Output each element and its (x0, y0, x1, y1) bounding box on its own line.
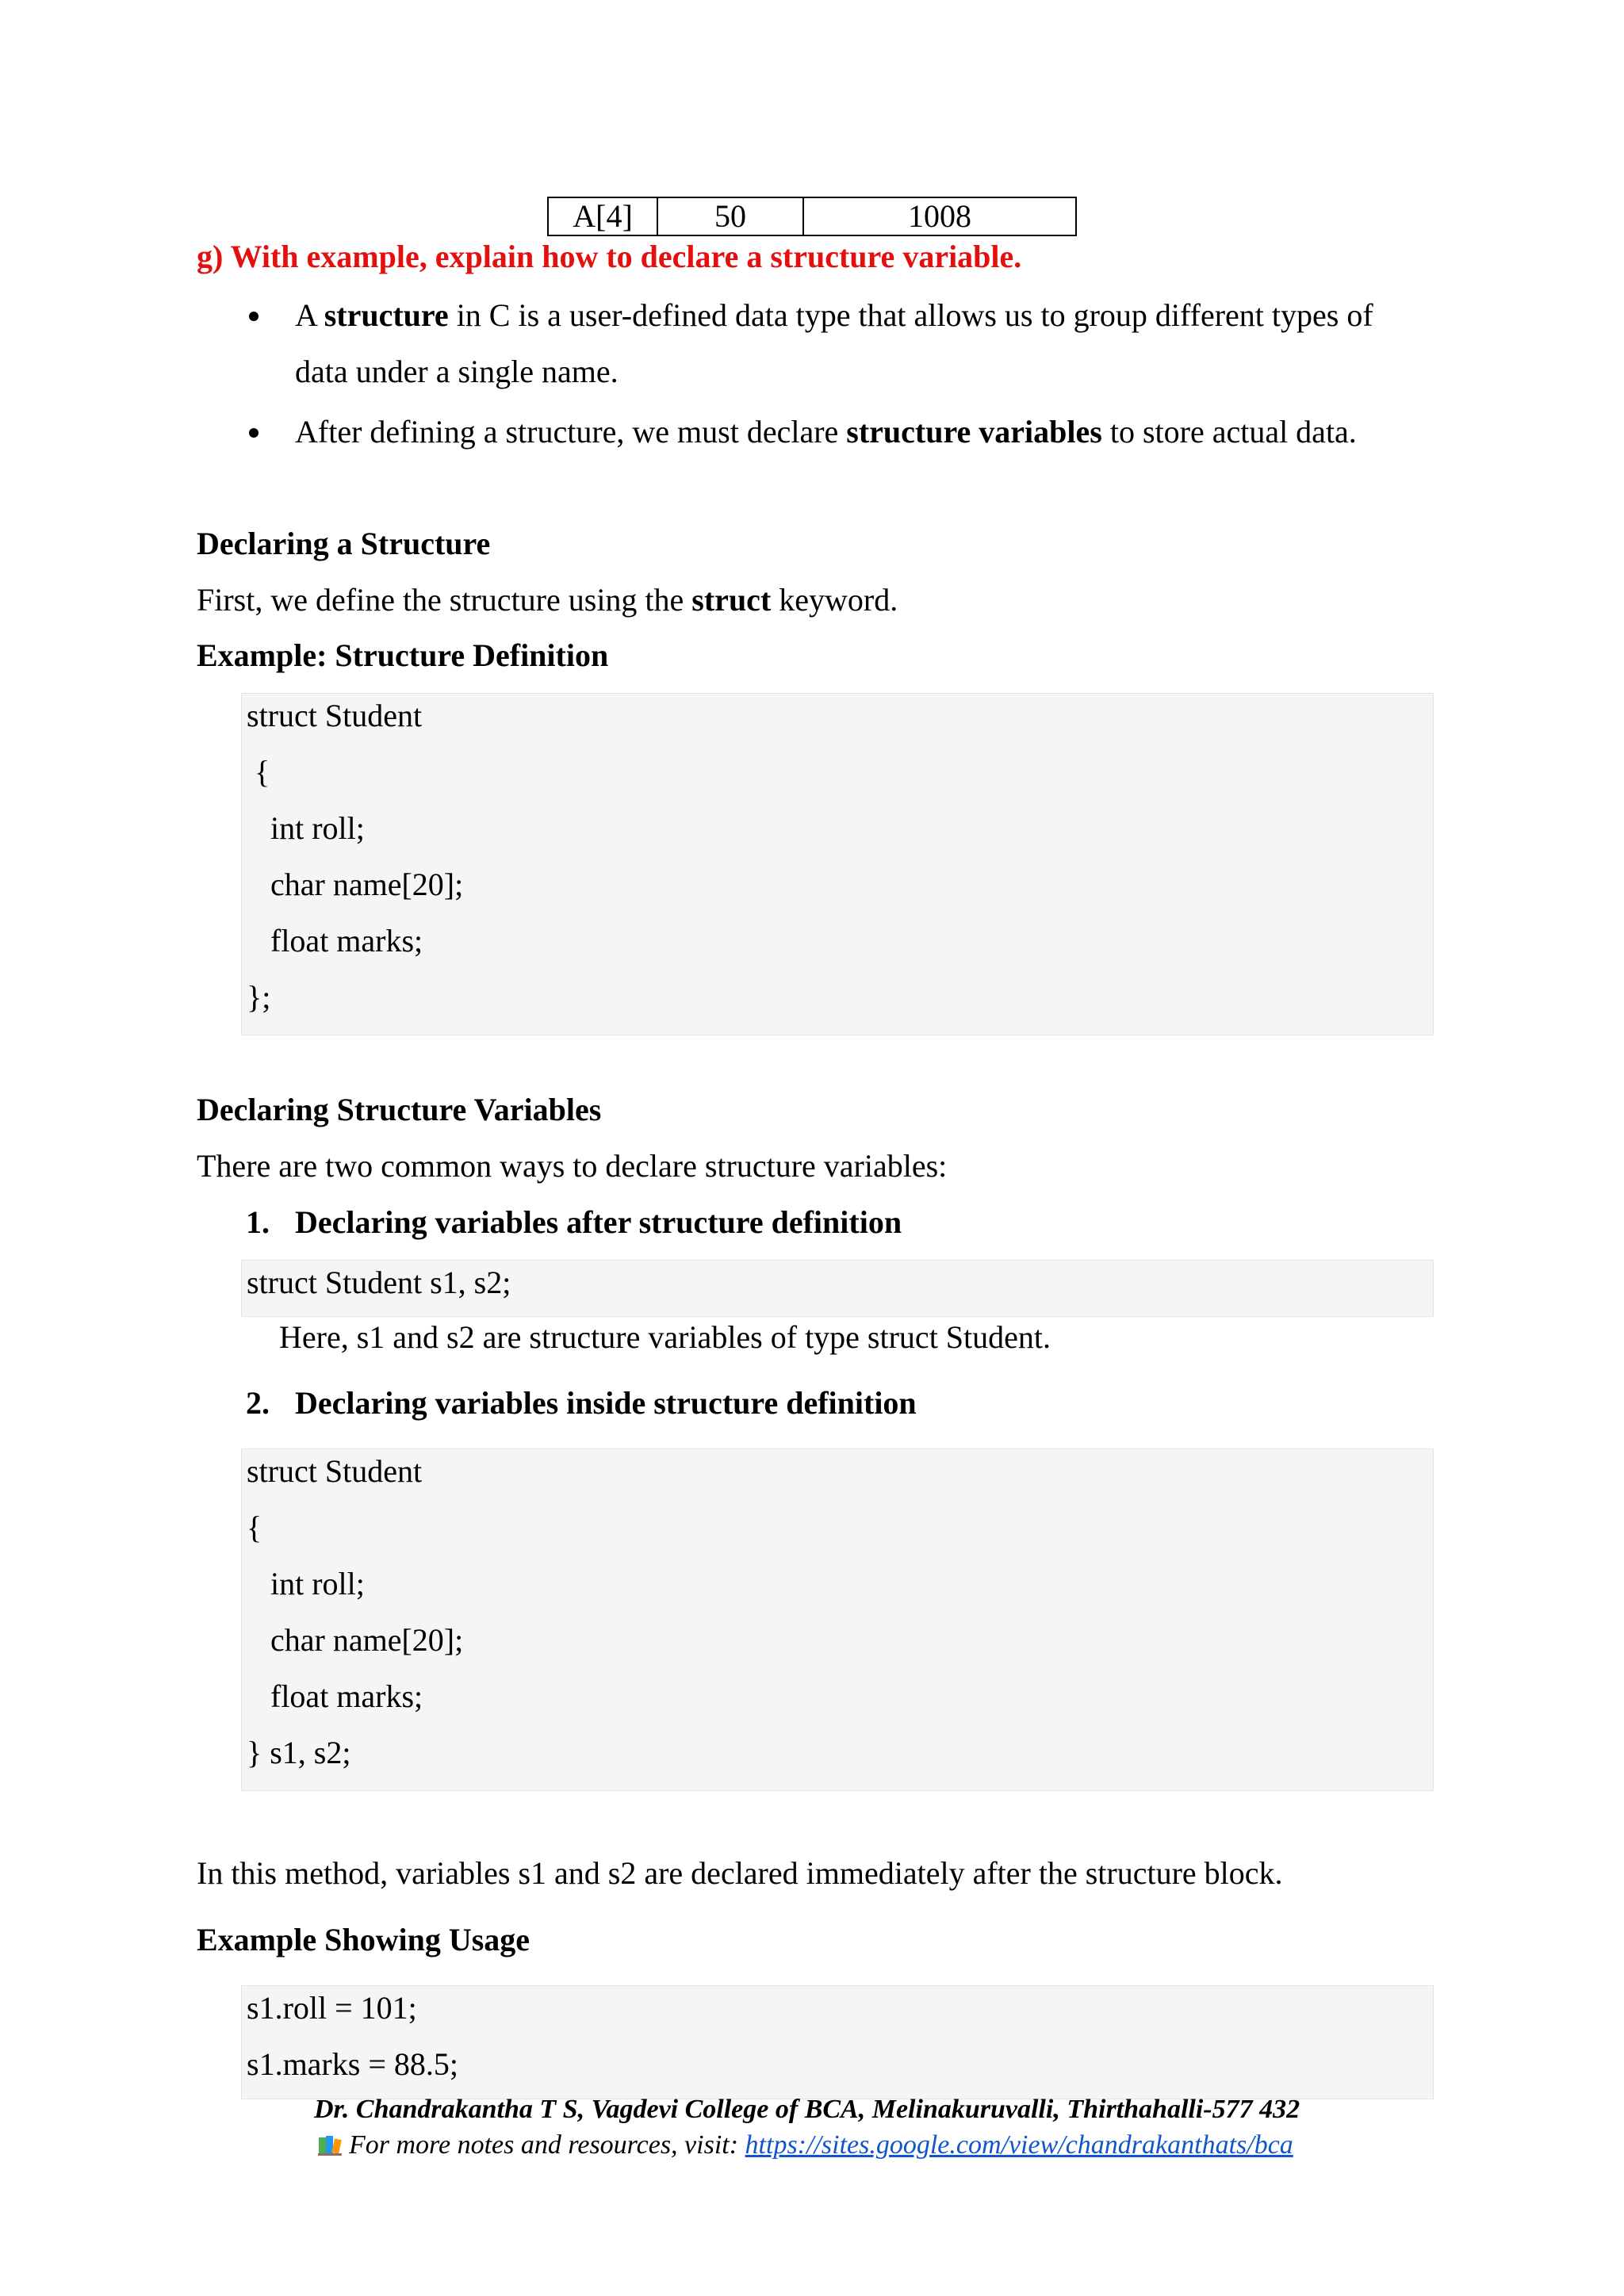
code-block-declare-after (241, 1260, 1434, 1317)
bullet-1-line-2: data under a single name. (295, 354, 619, 389)
usage-heading: Example Showing Usage (197, 1922, 530, 1957)
list-item-label: Declaring variables inside structure definition (295, 1385, 917, 1421)
resources-link[interactable]: https://sites.google.com/view/chandrakanthats/bca (745, 2130, 1293, 2160)
bullet-2-text: After defining a structure, we must declare (295, 414, 847, 450)
list-number: 2. (246, 1385, 270, 1421)
table-cell-element: A[4] (548, 197, 657, 235)
bullet-1-text-rest: in C is a user-defined data type that allows us to group different types of (448, 297, 1373, 333)
method-note: In this method, variables s1 and s2 are declared immediately after the structure block. (197, 1855, 1283, 1891)
code-line: s1.marks = 88.5; (247, 2046, 458, 2082)
bullet-1-text: A (295, 297, 324, 333)
table-cell-value: 50 (657, 197, 803, 235)
code-line: struct Student (247, 1453, 423, 1489)
code-block-declare-inside (241, 1448, 1434, 1791)
code-line: struct Student s1, s2; (247, 1265, 511, 1300)
example-heading: Example: Structure Definition (197, 637, 609, 673)
code-line: { (247, 754, 270, 790)
section-heading: Declaring Structure Variables (197, 1092, 602, 1127)
footer-more-text: For more notes and resources, visit: (349, 2130, 745, 2160)
keyword-bold: struct (691, 582, 772, 618)
bullet-2-bold: structure variables (846, 414, 1102, 450)
question-title: g) With example, explain how to declare a structure variable. (197, 239, 1022, 274)
code-line: int roll; (247, 810, 365, 846)
bullet-1 (295, 297, 1373, 335)
code-line: { (247, 1510, 262, 1545)
bullet-dot (249, 428, 259, 438)
code-block-usage (241, 1985, 1434, 2099)
section-intro: There are two common ways to declare structure variables: (197, 1148, 948, 1184)
code-line: char name[20]; (247, 867, 464, 902)
section-heading: Declaring a Structure (197, 526, 491, 561)
bullet-1-bold: structure (324, 297, 449, 333)
code-note: Here, s1 and s2 are structure variables of type struct Student. (279, 1319, 1051, 1355)
table-cell-address: 1008 (803, 197, 1076, 235)
code-block-structure-definition (241, 693, 1434, 1035)
code-line: float marks; (247, 923, 423, 959)
code-line: } s1, s2; (247, 1735, 351, 1770)
bullet-dot (249, 312, 259, 321)
bullet-2-text-rest: to store actual data. (1101, 414, 1357, 450)
code-line: s1.roll = 101; (247, 1990, 417, 2026)
section-text-pre: First, we define the structure using the (197, 582, 692, 618)
code-line: struct Student (247, 698, 423, 733)
address-table (547, 197, 1077, 236)
list-number: 1. (246, 1204, 270, 1240)
code-line: int roll; (247, 1566, 365, 1601)
code-line: float marks; (247, 1678, 423, 1714)
code-line: }; (247, 979, 271, 1015)
section-text-post: keyword. (771, 582, 898, 618)
list-item-label: Declaring variables after structure definition (295, 1204, 902, 1240)
bullet-2 (295, 413, 1357, 451)
footer-author: Dr. Chandrakantha T S, Vagdevi College of BCA, Melinakuruvalli, Thirthahalli-577 432 (314, 2095, 1300, 2124)
table-row (548, 197, 1076, 235)
section-text (197, 581, 898, 619)
books-icon (317, 2133, 343, 2156)
code-line: char name[20]; (247, 1622, 464, 1658)
footer-links (317, 2130, 1293, 2161)
